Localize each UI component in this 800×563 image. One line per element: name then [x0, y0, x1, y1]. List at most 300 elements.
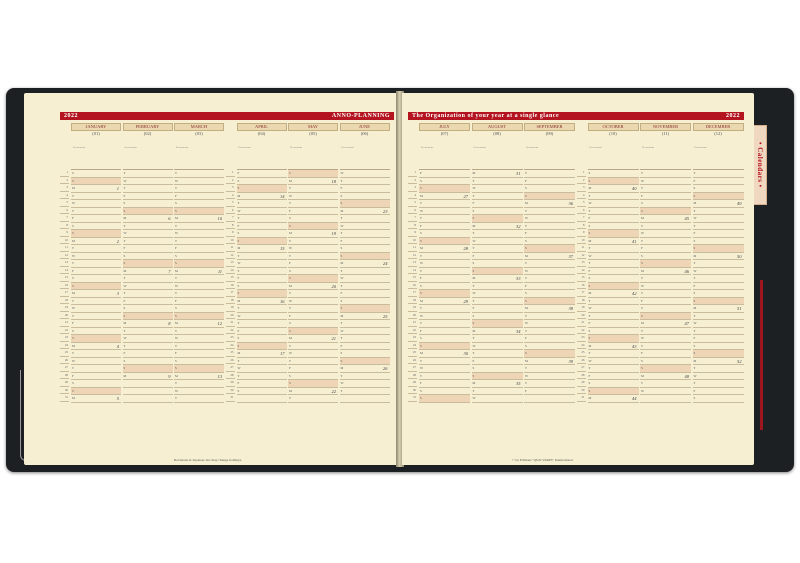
day-cell[interactable]	[524, 208, 575, 216]
day-cell[interactable]	[237, 208, 287, 216]
day-cell[interactable]	[288, 365, 338, 373]
day-cell[interactable]	[340, 343, 390, 351]
day-cell[interactable]	[288, 305, 338, 313]
day-cell[interactable]	[123, 358, 173, 366]
day-cell[interactable]	[693, 313, 744, 321]
day-cell[interactable]	[237, 178, 287, 186]
day-cell[interactable]	[71, 223, 121, 231]
day-cell[interactable]	[640, 313, 691, 321]
events-memo-box[interactable]	[340, 145, 390, 170]
day-cell[interactable]	[419, 305, 470, 313]
day-cell[interactable]	[237, 335, 287, 343]
day-cell[interactable]	[123, 305, 173, 313]
day-cell[interactable]	[640, 245, 691, 253]
day-cell[interactable]	[71, 395, 121, 403]
day-cell[interactable]	[237, 290, 287, 298]
day-cell[interactable]	[123, 215, 173, 223]
day-cell[interactable]	[237, 238, 287, 246]
day-cell[interactable]	[588, 275, 639, 283]
day-cell[interactable]	[237, 313, 287, 321]
day-cell[interactable]	[640, 395, 691, 403]
events-memo-box[interactable]	[174, 145, 224, 170]
day-cell[interactable]	[174, 350, 224, 358]
day-cell[interactable]	[174, 305, 224, 313]
day-cell[interactable]	[640, 230, 691, 238]
day-cell[interactable]	[340, 328, 390, 336]
day-cell[interactable]	[640, 223, 691, 231]
day-cell[interactable]	[123, 185, 173, 193]
day-cell[interactable]	[71, 268, 121, 276]
day-cell[interactable]	[419, 380, 470, 388]
day-cell[interactable]	[419, 208, 470, 216]
day-cell[interactable]	[237, 395, 287, 403]
day-cell[interactable]	[693, 215, 744, 223]
day-cell[interactable]	[288, 200, 338, 208]
day-cell[interactable]	[524, 170, 575, 178]
day-cell[interactable]	[693, 328, 744, 336]
day-cell[interactable]	[340, 373, 390, 381]
day-cell[interactable]	[237, 193, 287, 201]
day-cell[interactable]	[288, 358, 338, 366]
day-cell[interactable]	[123, 268, 173, 276]
day-cell[interactable]	[237, 260, 287, 268]
day-cell[interactable]	[123, 230, 173, 238]
day-cell[interactable]	[524, 283, 575, 291]
day-cell[interactable]	[693, 268, 744, 276]
day-cell[interactable]	[123, 350, 173, 358]
day-cell[interactable]	[693, 185, 744, 193]
day-cell[interactable]	[524, 350, 575, 358]
day-cell[interactable]	[472, 395, 523, 403]
day-cell[interactable]	[693, 253, 744, 261]
day-cell[interactable]	[174, 245, 224, 253]
day-cell[interactable]	[524, 373, 575, 381]
day-cell[interactable]	[71, 193, 121, 201]
day-cell[interactable]	[71, 170, 121, 178]
day-cell[interactable]	[640, 358, 691, 366]
day-cell[interactable]	[288, 215, 338, 223]
day-cell[interactable]	[640, 170, 691, 178]
day-cell[interactable]	[123, 193, 173, 201]
day-cell[interactable]	[123, 380, 173, 388]
day-cell[interactable]	[174, 320, 224, 328]
day-cell[interactable]	[237, 380, 287, 388]
day-cell[interactable]	[71, 335, 121, 343]
day-cell[interactable]	[340, 253, 390, 261]
day-cell[interactable]	[472, 290, 523, 298]
day-cell[interactable]	[588, 335, 639, 343]
day-cell[interactable]	[640, 185, 691, 193]
day-cell[interactable]	[174, 275, 224, 283]
day-cell[interactable]	[123, 290, 173, 298]
day-cell[interactable]	[288, 395, 338, 403]
day-cell[interactable]	[472, 365, 523, 373]
day-cell[interactable]	[640, 305, 691, 313]
day-cell[interactable]	[288, 238, 338, 246]
day-cell[interactable]	[588, 230, 639, 238]
day-cell[interactable]	[174, 335, 224, 343]
day-cell[interactable]	[71, 283, 121, 291]
day-cell[interactable]	[71, 373, 121, 381]
events-memo-box[interactable]	[640, 145, 691, 170]
day-cell[interactable]	[123, 335, 173, 343]
day-cell[interactable]	[123, 170, 173, 178]
day-cell[interactable]	[524, 193, 575, 201]
day-cell[interactable]	[174, 380, 224, 388]
day-cell[interactable]	[693, 373, 744, 381]
day-cell[interactable]	[693, 320, 744, 328]
day-cell[interactable]	[123, 178, 173, 186]
day-cell[interactable]	[174, 253, 224, 261]
day-cell[interactable]	[640, 260, 691, 268]
day-cell[interactable]	[174, 178, 224, 186]
day-cell[interactable]	[524, 253, 575, 261]
day-cell[interactable]	[588, 208, 639, 216]
day-cell[interactable]	[340, 290, 390, 298]
day-cell[interactable]	[472, 373, 523, 381]
day-cell[interactable]	[340, 298, 390, 306]
day-cell[interactable]	[174, 230, 224, 238]
day-cell[interactable]	[472, 328, 523, 336]
day-cell[interactable]	[71, 380, 121, 388]
day-cell[interactable]	[524, 305, 575, 313]
day-cell[interactable]	[640, 238, 691, 246]
day-cell[interactable]	[472, 215, 523, 223]
events-memo-box[interactable]	[71, 145, 121, 170]
day-cell[interactable]	[419, 200, 470, 208]
day-cell[interactable]	[524, 230, 575, 238]
day-cell[interactable]	[693, 305, 744, 313]
day-cell[interactable]	[419, 178, 470, 186]
day-cell[interactable]	[419, 283, 470, 291]
day-cell[interactable]	[174, 373, 224, 381]
day-cell[interactable]	[640, 268, 691, 276]
events-memo-box[interactable]	[693, 145, 744, 170]
day-cell[interactable]	[123, 223, 173, 231]
day-cell[interactable]	[123, 260, 173, 268]
day-cell[interactable]	[472, 238, 523, 246]
day-cell[interactable]	[71, 305, 121, 313]
day-cell[interactable]	[640, 290, 691, 298]
day-cell[interactable]	[693, 335, 744, 343]
events-memo-box[interactable]	[472, 145, 523, 170]
day-cell[interactable]	[524, 260, 575, 268]
day-cell[interactable]	[419, 313, 470, 321]
day-cell[interactable]	[524, 395, 575, 403]
day-cell[interactable]	[472, 223, 523, 231]
day-cell[interactable]	[419, 343, 470, 351]
day-cell[interactable]	[588, 268, 639, 276]
day-cell[interactable]	[693, 298, 744, 306]
day-cell[interactable]	[419, 290, 470, 298]
day-cell[interactable]	[640, 343, 691, 351]
day-cell[interactable]	[237, 388, 287, 396]
day-cell[interactable]	[237, 253, 287, 261]
day-cell[interactable]	[288, 245, 338, 253]
day-cell[interactable]	[174, 238, 224, 246]
day-cell[interactable]	[237, 350, 287, 358]
day-cell[interactable]	[71, 178, 121, 186]
day-cell[interactable]	[588, 298, 639, 306]
day-cell[interactable]	[174, 365, 224, 373]
day-cell[interactable]	[123, 343, 173, 351]
day-cell[interactable]	[340, 208, 390, 216]
day-cell[interactable]	[693, 208, 744, 216]
day-cell[interactable]	[340, 260, 390, 268]
day-cell[interactable]	[640, 215, 691, 223]
day-cell[interactable]	[640, 298, 691, 306]
day-cell[interactable]	[588, 328, 639, 336]
day-cell[interactable]	[288, 223, 338, 231]
day-cell[interactable]	[588, 320, 639, 328]
day-cell[interactable]	[340, 245, 390, 253]
calendars-tab[interactable]	[754, 125, 767, 205]
day-cell[interactable]	[237, 275, 287, 283]
day-cell[interactable]	[419, 350, 470, 358]
day-cell[interactable]	[640, 373, 691, 381]
day-cell[interactable]	[588, 373, 639, 381]
day-cell[interactable]	[123, 328, 173, 336]
day-cell[interactable]	[588, 185, 639, 193]
day-cell[interactable]	[640, 380, 691, 388]
day-cell[interactable]	[419, 268, 470, 276]
day-cell[interactable]	[640, 193, 691, 201]
day-cell[interactable]	[693, 275, 744, 283]
day-cell[interactable]	[340, 193, 390, 201]
day-cell[interactable]	[588, 170, 639, 178]
day-cell[interactable]	[419, 215, 470, 223]
day-cell[interactable]	[419, 245, 470, 253]
day-cell[interactable]	[71, 245, 121, 253]
day-cell[interactable]	[71, 185, 121, 193]
day-cell[interactable]	[288, 343, 338, 351]
day-cell[interactable]	[288, 290, 338, 298]
day-cell[interactable]	[524, 343, 575, 351]
day-cell[interactable]	[288, 185, 338, 193]
day-cell[interactable]	[419, 335, 470, 343]
day-cell[interactable]	[71, 320, 121, 328]
day-cell[interactable]	[71, 365, 121, 373]
day-cell[interactable]	[237, 230, 287, 238]
day-cell[interactable]	[693, 290, 744, 298]
events-memo-box[interactable]	[237, 145, 287, 170]
day-cell[interactable]	[472, 253, 523, 261]
day-cell[interactable]	[288, 350, 338, 358]
day-cell[interactable]	[472, 305, 523, 313]
day-cell[interactable]	[174, 208, 224, 216]
day-cell[interactable]	[71, 260, 121, 268]
events-memo-box[interactable]	[524, 145, 575, 170]
day-cell[interactable]	[340, 358, 390, 366]
day-cell[interactable]	[340, 215, 390, 223]
day-cell[interactable]	[288, 253, 338, 261]
day-cell[interactable]	[693, 200, 744, 208]
day-cell[interactable]	[693, 283, 744, 291]
day-cell[interactable]	[588, 313, 639, 321]
day-cell[interactable]	[472, 230, 523, 238]
day-cell[interactable]	[472, 358, 523, 366]
day-cell[interactable]	[693, 245, 744, 253]
day-cell[interactable]	[340, 313, 390, 321]
day-cell[interactable]	[123, 388, 173, 396]
day-cell[interactable]	[419, 365, 470, 373]
day-cell[interactable]	[288, 275, 338, 283]
day-cell[interactable]	[693, 230, 744, 238]
day-cell[interactable]	[340, 380, 390, 388]
day-cell[interactable]	[288, 313, 338, 321]
day-cell[interactable]	[71, 208, 121, 216]
day-cell[interactable]	[237, 305, 287, 313]
day-cell[interactable]	[237, 245, 287, 253]
day-cell[interactable]	[693, 238, 744, 246]
day-cell[interactable]	[419, 373, 470, 381]
day-cell[interactable]	[524, 268, 575, 276]
day-cell[interactable]	[588, 350, 639, 358]
day-cell[interactable]	[288, 170, 338, 178]
day-cell[interactable]	[237, 343, 287, 351]
day-cell[interactable]	[640, 350, 691, 358]
day-cell[interactable]	[340, 365, 390, 373]
day-cell[interactable]	[640, 335, 691, 343]
day-cell[interactable]	[237, 358, 287, 366]
day-cell[interactable]	[237, 223, 287, 231]
day-cell[interactable]	[123, 365, 173, 373]
day-cell[interactable]	[71, 298, 121, 306]
day-cell[interactable]	[524, 335, 575, 343]
day-cell[interactable]	[640, 365, 691, 373]
day-cell[interactable]	[693, 343, 744, 351]
day-cell[interactable]	[340, 283, 390, 291]
day-cell[interactable]	[237, 365, 287, 373]
day-cell[interactable]	[588, 253, 639, 261]
day-cell[interactable]	[524, 185, 575, 193]
day-cell[interactable]	[288, 208, 338, 216]
day-cell[interactable]	[640, 200, 691, 208]
day-cell[interactable]	[237, 298, 287, 306]
day-cell[interactable]	[71, 350, 121, 358]
day-cell[interactable]	[288, 298, 338, 306]
day-cell[interactable]	[472, 313, 523, 321]
day-cell[interactable]	[340, 388, 390, 396]
events-memo-box[interactable]	[123, 145, 173, 170]
events-memo-box[interactable]	[419, 145, 470, 170]
day-cell[interactable]	[693, 170, 744, 178]
day-cell[interactable]	[123, 238, 173, 246]
day-cell[interactable]	[71, 290, 121, 298]
day-cell[interactable]	[237, 268, 287, 276]
day-cell[interactable]	[174, 215, 224, 223]
day-cell[interactable]	[693, 260, 744, 268]
day-cell[interactable]	[71, 388, 121, 396]
day-cell[interactable]	[340, 320, 390, 328]
day-cell[interactable]	[472, 208, 523, 216]
day-cell[interactable]	[340, 350, 390, 358]
day-cell[interactable]	[71, 200, 121, 208]
day-cell[interactable]	[174, 185, 224, 193]
day-cell[interactable]	[123, 208, 173, 216]
day-cell[interactable]	[524, 238, 575, 246]
day-cell[interactable]	[693, 365, 744, 373]
day-cell[interactable]	[237, 185, 287, 193]
day-cell[interactable]	[472, 335, 523, 343]
day-cell[interactable]	[71, 343, 121, 351]
day-cell[interactable]	[693, 388, 744, 396]
day-cell[interactable]	[640, 275, 691, 283]
day-cell[interactable]	[174, 388, 224, 396]
day-cell[interactable]	[472, 275, 523, 283]
day-cell[interactable]	[419, 388, 470, 396]
day-cell[interactable]	[524, 298, 575, 306]
day-cell[interactable]	[693, 223, 744, 231]
day-cell[interactable]	[472, 350, 523, 358]
day-cell[interactable]	[472, 283, 523, 291]
day-cell[interactable]	[71, 215, 121, 223]
day-cell[interactable]	[237, 215, 287, 223]
day-cell[interactable]	[340, 178, 390, 186]
day-cell[interactable]	[71, 230, 121, 238]
day-cell[interactable]	[71, 238, 121, 246]
day-cell[interactable]	[419, 238, 470, 246]
day-cell[interactable]	[524, 313, 575, 321]
day-cell[interactable]	[237, 373, 287, 381]
day-cell[interactable]	[174, 343, 224, 351]
day-cell[interactable]	[524, 380, 575, 388]
day-cell[interactable]	[472, 193, 523, 201]
day-cell[interactable]	[640, 178, 691, 186]
day-cell[interactable]	[472, 178, 523, 186]
day-cell[interactable]	[174, 395, 224, 403]
day-cell[interactable]	[640, 253, 691, 261]
day-cell[interactable]	[71, 313, 121, 321]
day-cell[interactable]	[123, 275, 173, 283]
day-cell[interactable]	[174, 170, 224, 178]
day-cell[interactable]	[693, 380, 744, 388]
day-cell[interactable]	[288, 230, 338, 238]
day-cell[interactable]	[419, 260, 470, 268]
day-cell[interactable]	[524, 275, 575, 283]
day-cell[interactable]	[288, 260, 338, 268]
day-cell[interactable]	[588, 388, 639, 396]
day-cell[interactable]	[340, 305, 390, 313]
day-cell[interactable]	[640, 320, 691, 328]
day-cell[interactable]	[472, 388, 523, 396]
day-cell[interactable]	[524, 223, 575, 231]
day-cell[interactable]	[588, 290, 639, 298]
day-cell[interactable]	[340, 223, 390, 231]
day-cell[interactable]	[588, 193, 639, 201]
day-cell[interactable]	[174, 298, 224, 306]
day-cell[interactable]	[288, 380, 338, 388]
day-cell[interactable]	[472, 268, 523, 276]
day-cell[interactable]	[693, 193, 744, 201]
day-cell[interactable]	[71, 275, 121, 283]
day-cell[interactable]	[419, 230, 470, 238]
day-cell[interactable]	[174, 328, 224, 336]
day-cell[interactable]	[340, 335, 390, 343]
day-cell[interactable]	[340, 238, 390, 246]
day-cell[interactable]	[123, 298, 173, 306]
day-cell[interactable]	[288, 320, 338, 328]
day-cell[interactable]	[588, 245, 639, 253]
day-cell[interactable]	[174, 268, 224, 276]
day-cell[interactable]	[288, 388, 338, 396]
day-cell[interactable]	[288, 328, 338, 336]
day-cell[interactable]	[640, 328, 691, 336]
day-cell[interactable]	[340, 170, 390, 178]
day-cell[interactable]	[693, 350, 744, 358]
day-cell[interactable]	[588, 395, 639, 403]
day-cell[interactable]	[419, 253, 470, 261]
